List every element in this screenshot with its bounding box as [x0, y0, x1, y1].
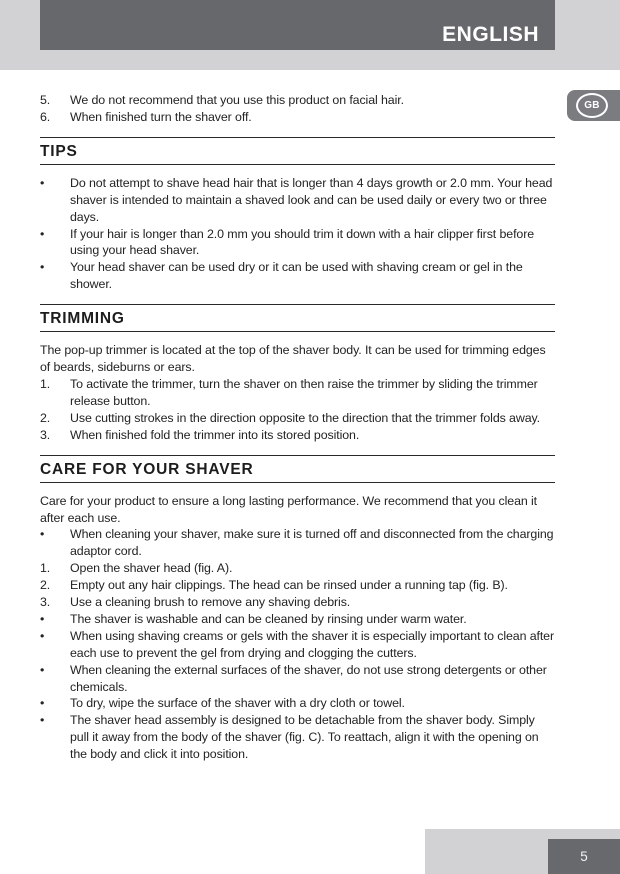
list-item-marker: • [40, 611, 45, 626]
list-item-marker: • [40, 662, 45, 677]
page-header [40, 0, 555, 50]
list-item-text: We do not recommend that you use this product on facial hair. [70, 93, 404, 107]
list-item-text: When cleaning your shaver, make sure it is turned off and disconnected from the charging adaptor cord. [70, 527, 554, 559]
list-item-marker: • [40, 260, 45, 275]
list-item-text: Use a cleaning brush to remove any shaving debris. [70, 595, 351, 610]
section-body [40, 493, 555, 764]
list-item-text: To dry, wipe the surface of the shaver with a dry cloth or towel. [70, 696, 405, 711]
list-item-marker: • [40, 226, 45, 241]
list-item [40, 410, 555, 427]
page-number-label: 5 [580, 849, 588, 864]
list-item [40, 259, 555, 293]
section-heading: TIPS [40, 137, 555, 165]
section [40, 455, 555, 764]
list-item [40, 109, 555, 126]
header-band [0, 0, 620, 70]
list-item [40, 226, 555, 260]
section-body [40, 175, 555, 293]
list-item-marker: • [40, 175, 45, 190]
list-item [40, 594, 555, 611]
page-title: ENGLISH [442, 23, 539, 46]
list-item [40, 695, 555, 712]
list-item-text: Empty out any hair clippings. The head can be rinsed under a running tap (fig. B). [70, 578, 508, 593]
list-item-text: Do not attempt to shave head hair that is longer than 4 days growth or 2.0 mm. Your head shaver is intended to maintain a shaved look and can be used daily or every two or three days. [70, 175, 553, 224]
section [40, 304, 555, 443]
page-content [40, 92, 555, 763]
list-item-text: When using shaving creams or gels with the shaver it is especially important to clean after each use to prevent the gel from drying and clogging the cutters. [70, 628, 555, 660]
list-item-text: When finished turn the shaver off. [70, 109, 252, 124]
list-item [40, 92, 555, 109]
language-badge [567, 90, 620, 121]
section-heading: CARE FOR YOUR SHAVER [40, 455, 555, 483]
list-item [40, 662, 555, 696]
list-item [40, 526, 555, 560]
list-item-marker: 3. [40, 427, 51, 442]
list-item [40, 611, 555, 628]
intro-list [40, 92, 555, 126]
list-item [40, 175, 555, 226]
list-item [40, 712, 555, 763]
list-item-marker: 2. [40, 578, 51, 593]
list-item-text: If your hair is longer than 2.0 mm you should trim it down with a hair clipper first before using your head shaver. [70, 226, 535, 258]
list-item-marker: 3. [40, 595, 51, 610]
list-item-marker: • [40, 628, 45, 643]
page-number-box [548, 839, 620, 874]
gb-circle-icon [576, 93, 608, 118]
sections-container [40, 137, 555, 763]
list-item-text: When cleaning the external surfaces of the shaver, do not use strong detergents or other chemicals. [70, 662, 547, 694]
section-heading: TRIMMING [40, 304, 555, 332]
list-item-marker: 5. [40, 93, 51, 107]
list-item [40, 577, 555, 594]
list-item [40, 628, 555, 662]
list-item-text: To activate the trimmer, turn the shaver on then raise the trimmer by sliding the trimmer release button. [70, 376, 538, 408]
list-item-marker: • [40, 696, 45, 711]
list-item-text: When finished fold the trimmer into its stored position. [70, 427, 360, 442]
list-item-text: Use cutting strokes in the direction opposite to the direction that the trimmer folds away. [70, 410, 541, 425]
section-body [40, 342, 555, 443]
list-item [40, 376, 555, 410]
list-item-marker: • [40, 527, 45, 542]
paragraph: The pop-up trimmer is located at the top of the shaver body. It can be used for trimming edges of beards, sideburns or ears. [40, 343, 546, 375]
list-item-marker: 2. [40, 410, 51, 425]
list-item-marker: 1. [40, 561, 51, 576]
list-item-marker: 6. [40, 109, 51, 124]
paragraph: Care for your product to ensure a long lasting performance. We recommend that you clean it after each use. [40, 493, 537, 525]
list-item [40, 560, 555, 577]
list-item-text: Your head shaver can be used dry or it can be used with shaving cream or gel in the shower. [70, 260, 523, 292]
list-item-marker: • [40, 713, 45, 728]
list-item-marker: 1. [40, 376, 51, 391]
language-badge-label: GB [584, 100, 600, 111]
list-item-text: Open the shaver head (fig. A). [70, 561, 233, 576]
list-item-text: The shaver head assembly is designed to be detachable from the shaver body. Simply pull it away from the body of the shaver (fig. C). To reattach, align it with the opening on the body and click it into position. [70, 713, 539, 762]
list-item-text: The shaver is washable and can be cleaned by rinsing under warm water. [70, 611, 467, 626]
list-item [40, 427, 555, 444]
footer-band [425, 829, 620, 874]
section [40, 137, 555, 293]
